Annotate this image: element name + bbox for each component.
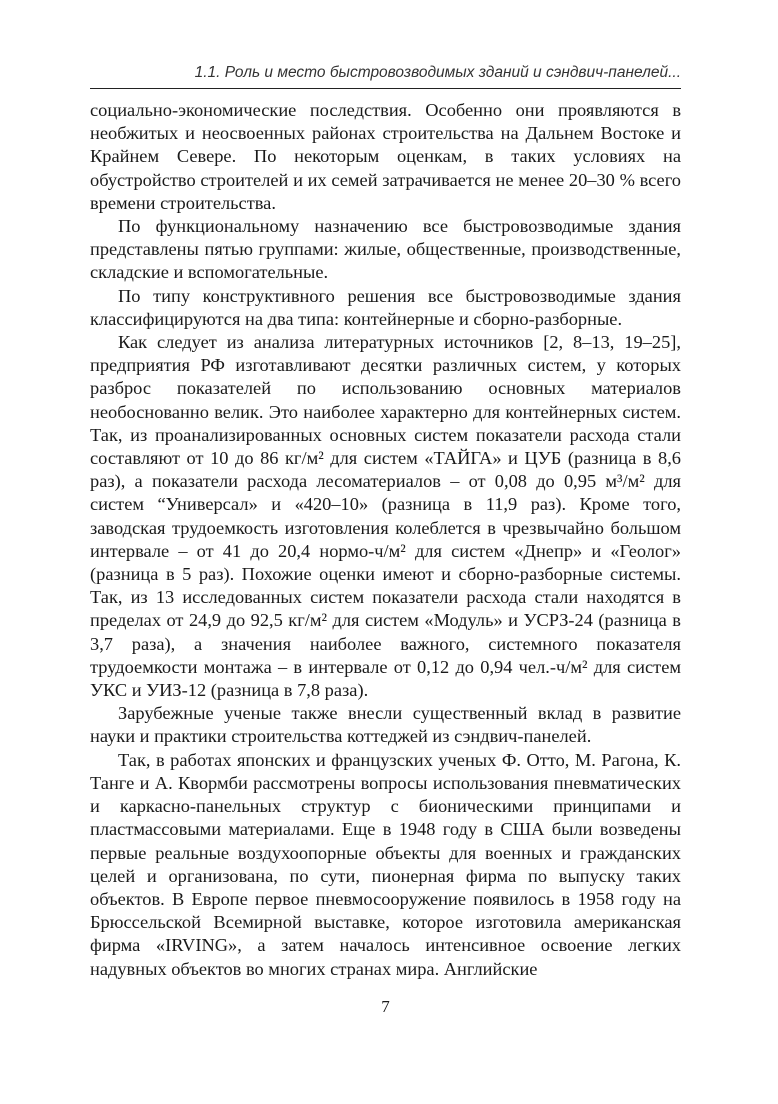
paragraph-5: Зарубежные ученые также внесли существенный вклад в развитие науки и практики строительства коттеджей из сэндвич-панелей. bbox=[90, 703, 681, 747]
paragraph-4: Как следует из анализа литературных источников [2, 8–13, 19–25], предприятия РФ изготавливают десятки различных систем, у которых разброс показателей по использованию основных материалов необоснованно велик. Это наиболее характерно для контейнерных систем. Так, из проанализированных основных систем показатели расхода стали составляют от 10 до 86 кг/м² для систем «ТАЙГА» и ЦУБ (разница в 8,6 раз), а показатели расхода лесоматериалов – от 0,08 до 0,95 м³/м² для систем “Универсал» и «420–10» (разница в 11,9 раз). Кроме того, заводская трудоемкость изготовления колеблется в чрезвычайно большом интервале – от 41 до 20,4 нормо-ч/м² для систем «Днепр» и «Геолог» (разница в 5 раз). Похожие оценки имеют и сборно-разборные системы. Так, из 13 исследованных систем показатели расхода стали находятся в пределах от 24,9 до 92,5 кг/м² для систем «Модуль» и УСРЗ-24 (разница в 3,7 раза), а значения наиболее важного, системного показателя трудоемкости монтажа – в интервале от 0,12 до 0,94 чел.-ч/м² для систем УКС и УИЗ-12 (разница в 7,8 раза). bbox=[90, 332, 681, 701]
body-text bbox=[90, 99, 681, 981]
paragraph-6: Так, в работах японских и французских ученых Ф. Отто, М. Рагона, К. Танге и А. Квормби рассмотрены вопросы использования пневматических и каркасно-панельных структур с бионическими принципами и пластмассовыми материалами. Еще в 1948 году в США были возведены первые реальные воздухоопорные объекты для военных и гражданских целей и организована, по сути, пионерная фирма по выпуску таких объектов. В Европе первое пневмосооружение появилось в 1958 году на Брюссельской Всемирной выставке, которое изготовила американская фирма «IRVING», а затем началось интенсивное освоение легких надувных объектов во многих странах мира. Английские bbox=[90, 749, 681, 979]
paragraph-2: По функциональному назначению все быстровозводимые здания представлены пятью группами: жилые, общественные, производственные, складские и вспомогательные. bbox=[90, 216, 681, 283]
page-number: 7 bbox=[381, 997, 390, 1016]
running-header: 1.1. Роль и место быстровозводимых зданий и сэндвич-панелей... bbox=[194, 64, 681, 81]
paragraph-3: По типу конструктивного решения все быстровозводимые здания классифицируются на два типа: контейнерные и сборно-разборные. bbox=[90, 285, 681, 329]
paragraph-1: социально-экономические последствия. Особенно они проявляются в необжитых и неосвоенных районах строительства на Дальнем Востоке и Крайнем Севере. По некоторым оценкам, в таких условиях на обустройство строителей и их семей затрачивается не менее 20–30 % всего времени строительства. bbox=[90, 100, 681, 213]
header-rule bbox=[90, 88, 681, 89]
